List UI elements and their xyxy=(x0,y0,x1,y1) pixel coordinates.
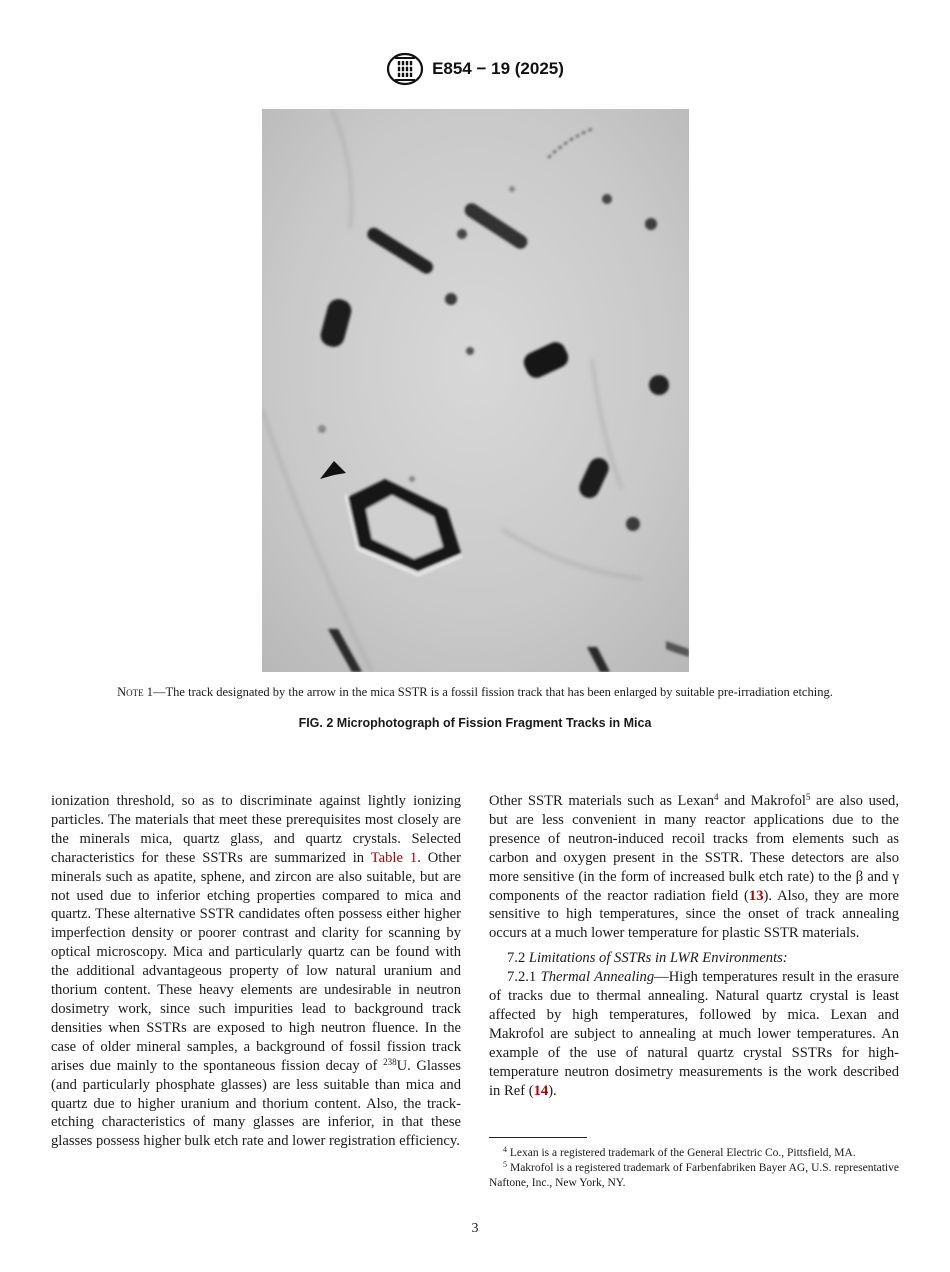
text-run: . Other minerals such as apatite, sphene, and zircon are also suitable, but are not used due to inferior etching properties compared to mica and quartz. These alternative SSTR candidates often possess either higher imperfection density or poorer contrast and clarity for scanning by optical microscopy. Mica and particularly quartz can be found with the additional advantageous property of low natural uranium and thorium content. These heavy elements are undesirable in neutron dosimetry work, since such impurities lead to background track densities when SSTRs are exposed to high neutron fluence. In the case of older mineral samples, a background of fossil fission track arises due mainly to the spontaneous fission decay of xyxy=(51,849,461,1074)
reference-13-link[interactable]: 13 xyxy=(748,887,764,904)
page-header xyxy=(0,52,950,86)
footnotes xyxy=(489,1146,899,1191)
figure-note xyxy=(40,684,910,700)
section-number: 7.2 xyxy=(507,950,529,967)
section-number: 7.2.1 xyxy=(507,969,541,986)
section-title: Limitations of SSTRs in LWR Environments: xyxy=(528,950,788,967)
footnote-number: 4 xyxy=(503,1145,507,1154)
text-run: U. Glasses (and particularly phosphate glasses) are less suitable than mica and quartz due to higher uranium and thorium content. Also, the track-etching characteristics of many glasses are inferior, in that these glasses possess higher bulk etch rate and lower registration efficiency. xyxy=(51,1057,461,1150)
footnote-4-marker[interactable]: 4 xyxy=(714,792,719,802)
footnote-text: Makrofol is a registered trademark of Farbenfabriken Bayer AG, U.S. representative Naftone, Inc., New York, NY. xyxy=(489,1162,899,1189)
text-run: —High temperatures result in the erasure of tracks due to thermal annealing. Natural quartz crystal is least affected by high temperatures, followed by mica. Lexan and Makrofol are subject to annealing at much lower temperatures. An example of the use of natural quartz crystal SSTRs for high-temperature neutron dosimetry measurements is the work described in Ref ( xyxy=(489,969,899,1099)
footnote-divider xyxy=(489,1137,587,1138)
note-text: —The track designated by the arrow in the mica SSTR is a fossil fission track that has been enlarged by suitable pre-irradiation etching. xyxy=(153,685,833,699)
footnote-number: 5 xyxy=(503,1160,507,1169)
figure-caption: FIG. 2 Microphotograph of Fission Fragment Tracks in Mica xyxy=(298,716,652,730)
text-run: Other SSTR materials such as Lexan xyxy=(489,793,715,809)
mica-microphotograph xyxy=(262,109,689,672)
text-run: ). Also, they are more sensitive to high temperatures, since the onset of track annealing occurs at a much lower temperature for plastic SSTR materials. xyxy=(489,887,899,942)
footnote-text: Lexan is a registered trademark of the General Electric Co., Pittsfield, MA. xyxy=(507,1147,856,1159)
section-7-2-1 xyxy=(489,968,899,1100)
section-title: Thermal Annealing xyxy=(540,969,655,986)
page-number: 3 xyxy=(471,1221,479,1236)
paragraph xyxy=(489,792,899,943)
text-run: and Makrofol xyxy=(718,793,806,809)
note-label: Note 1 xyxy=(117,685,154,699)
astm-logo-icon xyxy=(386,52,424,86)
isotope-mass-number: 238 xyxy=(383,1056,397,1067)
footnote-5-marker[interactable]: 5 xyxy=(805,792,811,802)
section-heading-7-2 xyxy=(489,949,899,968)
text-run: ionization threshold, so as to discriminate against lightly ionizing particles. The materials that meet these prerequisites most closely are the minerals mica, quartz glass, and quartz crystals. Selected characteristics for these SSTRs are summarized in xyxy=(51,793,461,866)
left-column xyxy=(51,792,461,1151)
footnote-4 xyxy=(489,1146,899,1161)
reference-14-link[interactable]: 14 xyxy=(533,1082,549,1099)
standard-designation: E854 − 19 (2025) xyxy=(432,59,564,78)
table-1-link[interactable]: Table 1 xyxy=(370,849,418,866)
text-run: ). xyxy=(548,1082,557,1099)
paragraph xyxy=(51,792,461,1151)
text-run: are also used, but are less convenient in many reactor applications due to the presence of neutron-induced recoil tracks from elements such as carbon and oxygen present in the SSTR. These detectors are also more sensitive (in the form of increased bulk etch rate) to the β and γ components of the reactor radiation field ( xyxy=(489,793,899,904)
footnote-5 xyxy=(489,1161,899,1191)
right-column xyxy=(489,792,899,1101)
